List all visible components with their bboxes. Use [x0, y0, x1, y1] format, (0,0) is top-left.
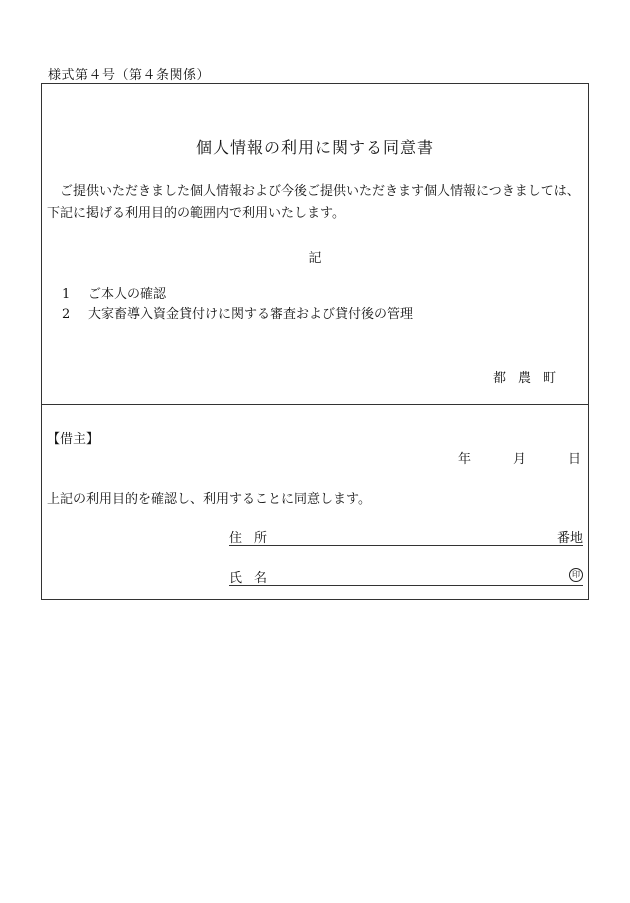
date-row [416, 448, 581, 467]
municipality-name: 都農町 [492, 371, 568, 386]
form-title: 個人情報の利用に関する同意書 [195, 138, 434, 157]
purpose-list [62, 285, 413, 325]
borrower-label: 【借主】 [47, 432, 100, 447]
consent-statement: 上記の利用目的を確認し、利用することに同意します。 [47, 492, 371, 507]
address-field[interactable] [229, 527, 583, 546]
date-year[interactable]: 年 [457, 452, 471, 467]
purpose-number: 1 [62, 287, 71, 302]
list-item [62, 285, 413, 305]
date-month[interactable]: 月 [512, 452, 526, 467]
form-number: 様式第４号（第４条関係） [48, 68, 211, 83]
purpose-text: ご本人の確認 [88, 287, 167, 302]
address-suffix: 番地 [556, 531, 583, 546]
name-label: 氏名 [229, 571, 280, 586]
purpose-number: 2 [62, 307, 71, 322]
ki-heading: 記 [308, 251, 322, 266]
intro-paragraph: ご提供いただきました個人情報および今後ご提供いただきます個人情報につきましては、下記に掲げる利用目的の範囲内で利用いたします。 [47, 184, 580, 221]
list-item [62, 305, 413, 325]
name-field[interactable] [229, 567, 583, 586]
seal-mark [569, 567, 583, 583]
consent-form [41, 83, 589, 600]
purpose-text: 大家畜導入資金貸付けに関する審査および貸付後の管理 [88, 307, 414, 322]
date-day[interactable]: 日 [567, 452, 581, 467]
section-divider [42, 404, 588, 405]
address-label: 住所 [229, 531, 280, 546]
seal-icon: 印 [569, 568, 583, 582]
